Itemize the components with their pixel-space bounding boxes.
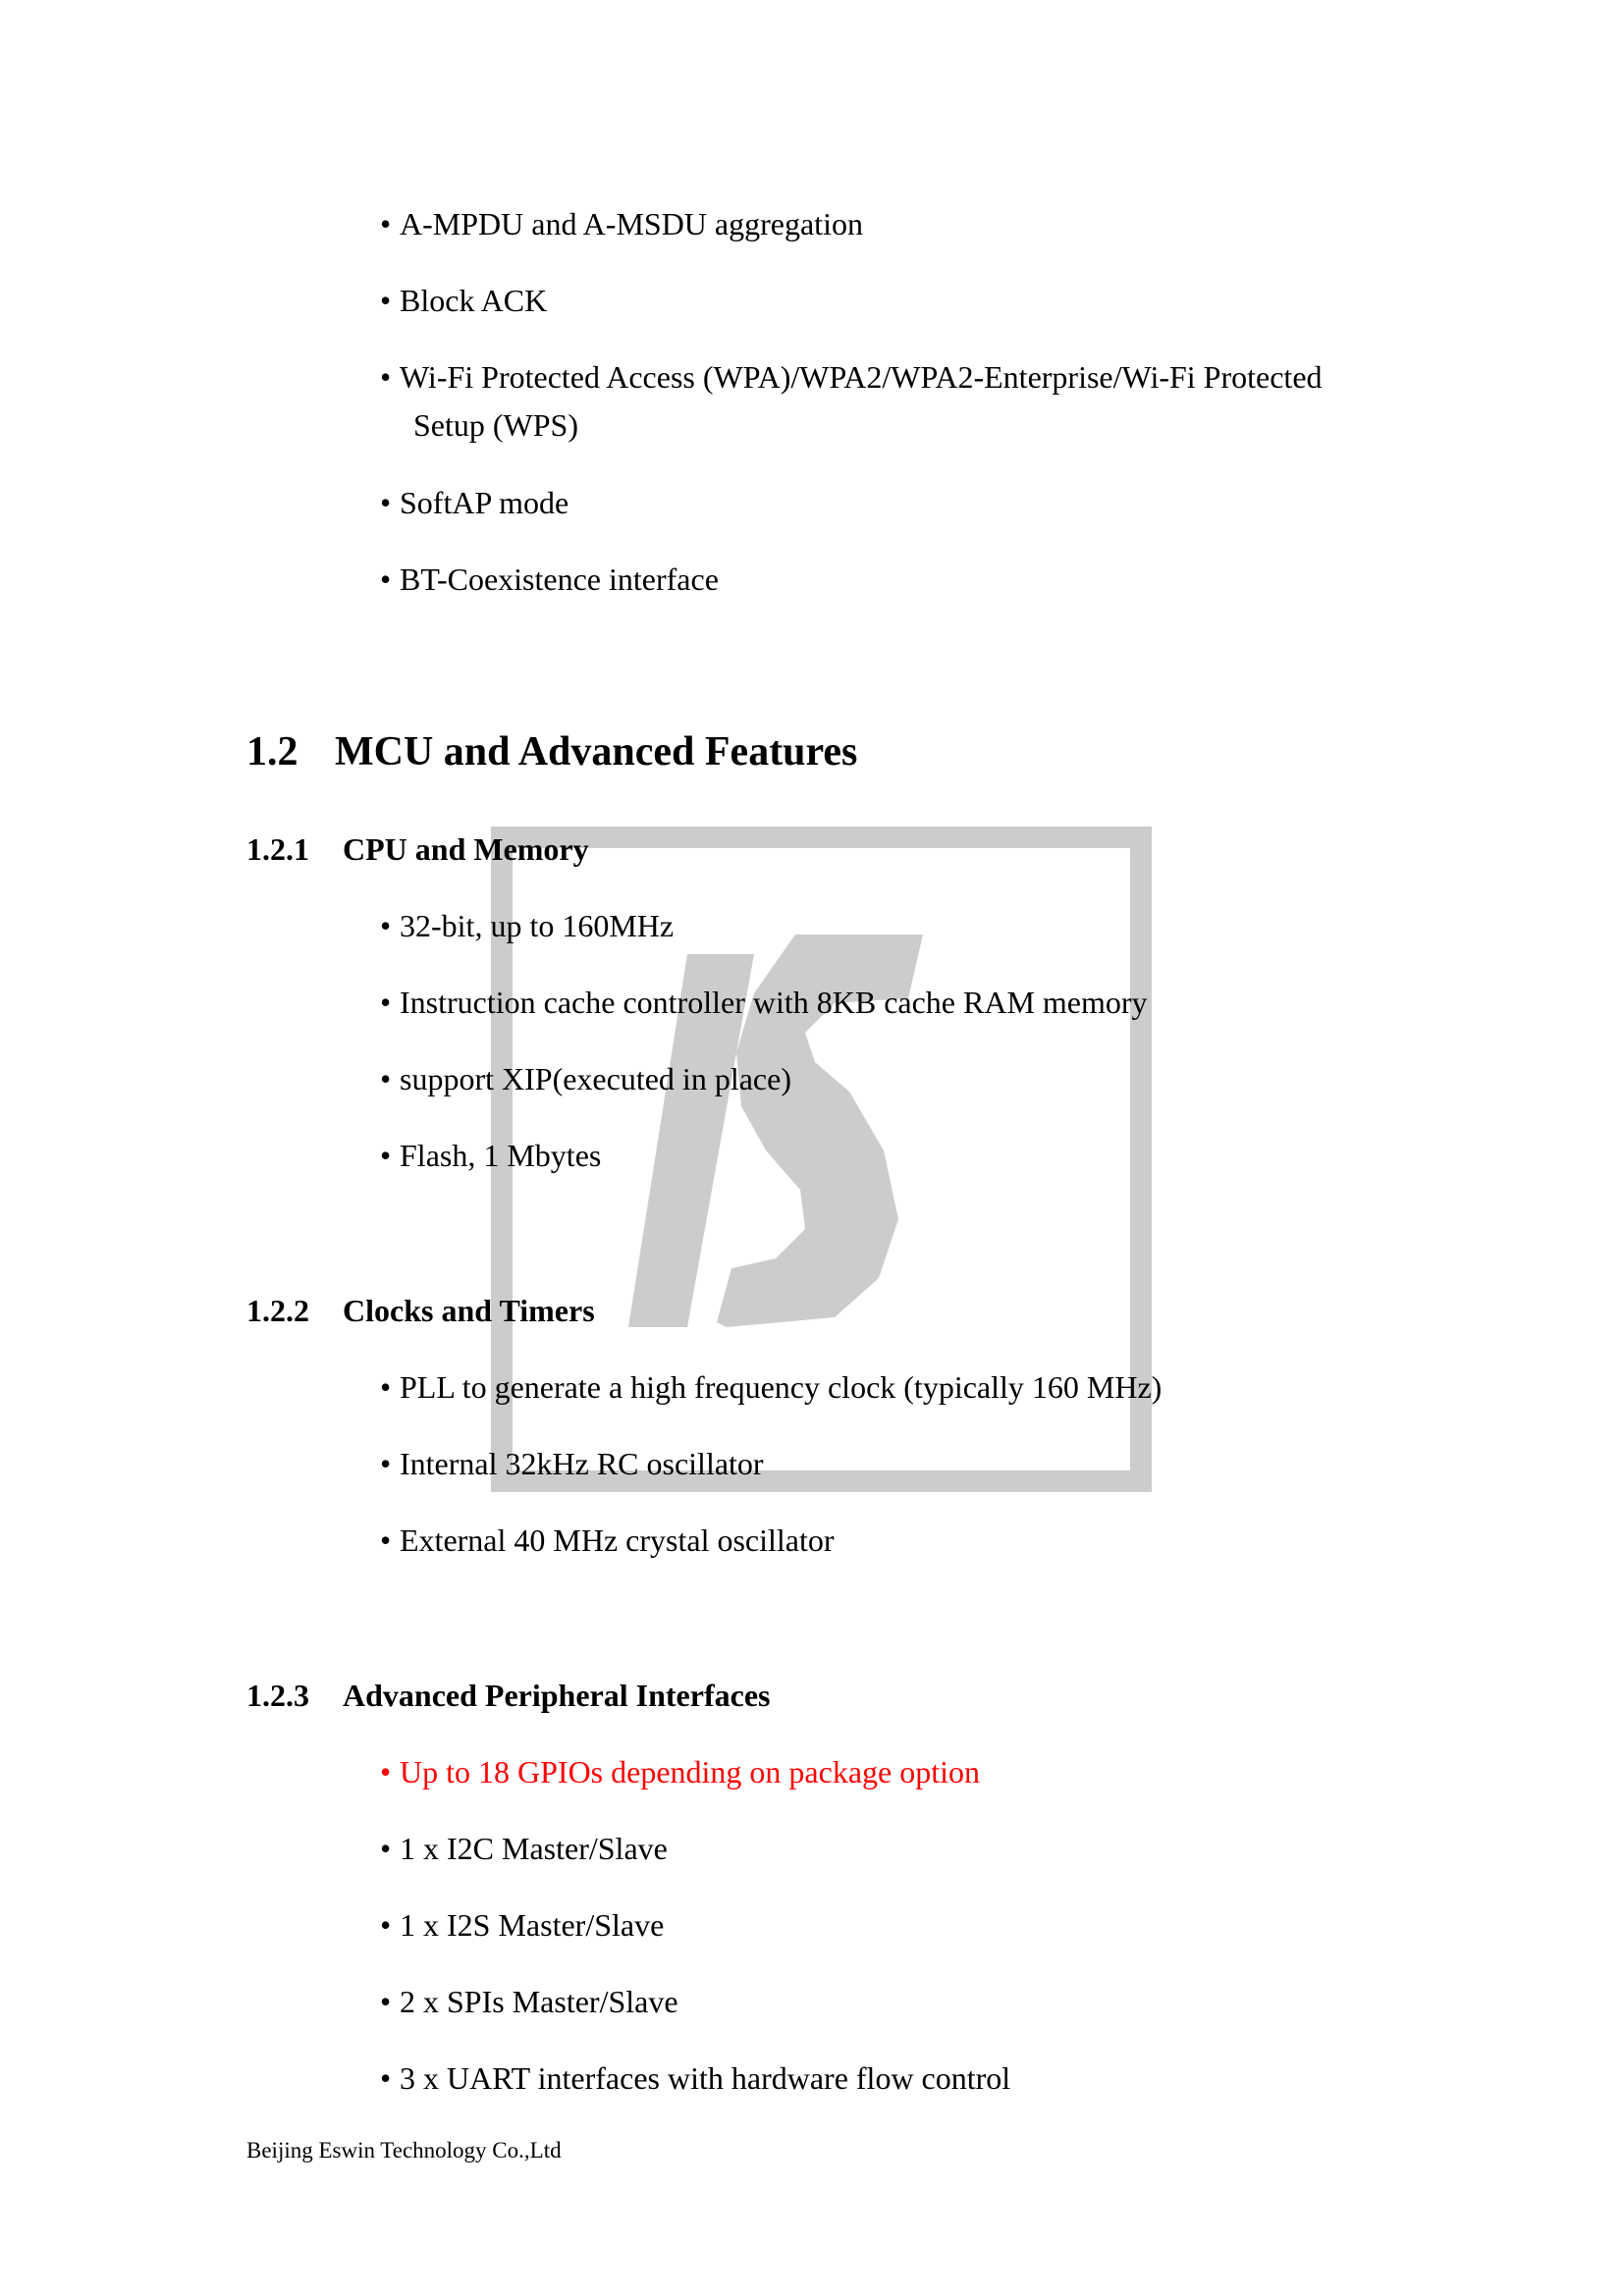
bullet-bt-coexistence (380, 560, 719, 599)
bullet-32bit (380, 906, 674, 945)
page-footer: Beijing Eswin Technology Co.,Ltd (246, 2138, 562, 2163)
bullet-symbol: • (380, 1984, 392, 2019)
section-title: MCU and Advanced Features (335, 729, 858, 774)
bullet-text: 3 x UART interfaces with hardware flow control (400, 2060, 1011, 2096)
subsection-title: Advanced Peripheral Interfaces (343, 1678, 771, 1713)
bullet-uart (380, 2058, 1010, 2098)
bullet-instruction-cache (380, 983, 1148, 1022)
bullet-rc-oscillator (380, 1444, 764, 1483)
bullet-ampdu (380, 204, 863, 243)
bullet-text: 2 x SPIs Master/Slave (400, 1984, 678, 2019)
subsection-heading-cpu-memory (246, 829, 589, 869)
subsection-title: CPU and Memory (343, 831, 589, 867)
section-heading (246, 726, 857, 777)
bullet-text: 1 x I2S Master/Slave (400, 1907, 665, 1943)
bullet-flash (380, 1136, 601, 1175)
bullet-i2s (380, 1905, 664, 1945)
subsection-number: 1.2.2 (246, 1293, 309, 1328)
bullet-text: Up to 18 GPIOs depending on package option (400, 1754, 981, 1789)
bullet-symbol: • (380, 485, 392, 520)
bullet-symbol: • (380, 985, 392, 1020)
bullet-symbol: • (380, 1522, 392, 1558)
bullet-text: Wi-Fi Protected Access (WPA)/WPA2/WPA2-Enterprise/Wi-Fi Protected (400, 359, 1323, 395)
subsection-number: 1.2.1 (246, 831, 309, 867)
bullet-symbol: • (380, 1061, 392, 1096)
bullet-symbol: • (380, 1369, 392, 1405)
subsection-title: Clocks and Timers (343, 1293, 595, 1328)
subsection-heading-peripherals (246, 1676, 770, 1715)
bullet-softap (380, 483, 568, 522)
bullet-symbol: • (380, 561, 392, 597)
bullet-symbol: • (380, 283, 392, 318)
bullet-wpa (380, 357, 1323, 445)
bullet-symbol: • (380, 1831, 392, 1866)
subsection-number: 1.2.3 (246, 1678, 309, 1713)
bullet-text: Block ACK (400, 283, 548, 318)
section-number: 1.2 (246, 729, 298, 774)
bullet-text: External 40 MHz crystal oscillator (400, 1522, 835, 1558)
bullet-text: 1 x I2C Master/Slave (400, 1831, 668, 1866)
bullet-text: Flash, 1 Mbytes (400, 1138, 602, 1173)
bullet-symbol: • (380, 1138, 392, 1173)
subsection-heading-clocks-timers (246, 1291, 595, 1330)
bullet-continuation: Setup (WPS) (413, 407, 578, 443)
bullet-symbol: • (380, 206, 392, 241)
bullet-text: Instruction cache controller with 8KB cache RAM memory (400, 985, 1148, 1020)
bullet-block-ack (380, 281, 547, 320)
bullet-crystal-oscillator (380, 1521, 835, 1560)
bullet-symbol: • (380, 1907, 392, 1943)
bullet-symbol: • (380, 2060, 392, 2096)
bullet-text: PLL to generate a high frequency clock (typically 160 MHz) (400, 1369, 1163, 1405)
bullet-text: support XIP(executed in place) (400, 1061, 791, 1096)
bullet-symbol: • (380, 1754, 392, 1789)
bullet-text: A-MPDU and A-MSDU aggregation (400, 206, 863, 241)
bullet-i2c (380, 1829, 668, 1868)
bullet-symbol: • (380, 1446, 392, 1481)
bullet-text: SoftAP mode (400, 485, 569, 520)
bullet-pll (380, 1367, 1162, 1407)
bullet-symbol: • (380, 908, 392, 943)
bullet-text: BT-Coexistence interface (400, 561, 719, 597)
bullet-text: 32-bit, up to 160MHz (400, 908, 675, 943)
bullet-xip (380, 1059, 791, 1098)
bullet-gpios-highlighted (380, 1752, 980, 1791)
bullet-text: Internal 32kHz RC oscillator (400, 1446, 764, 1481)
bullet-spis (380, 1982, 678, 2021)
bullet-symbol: • (380, 359, 392, 395)
